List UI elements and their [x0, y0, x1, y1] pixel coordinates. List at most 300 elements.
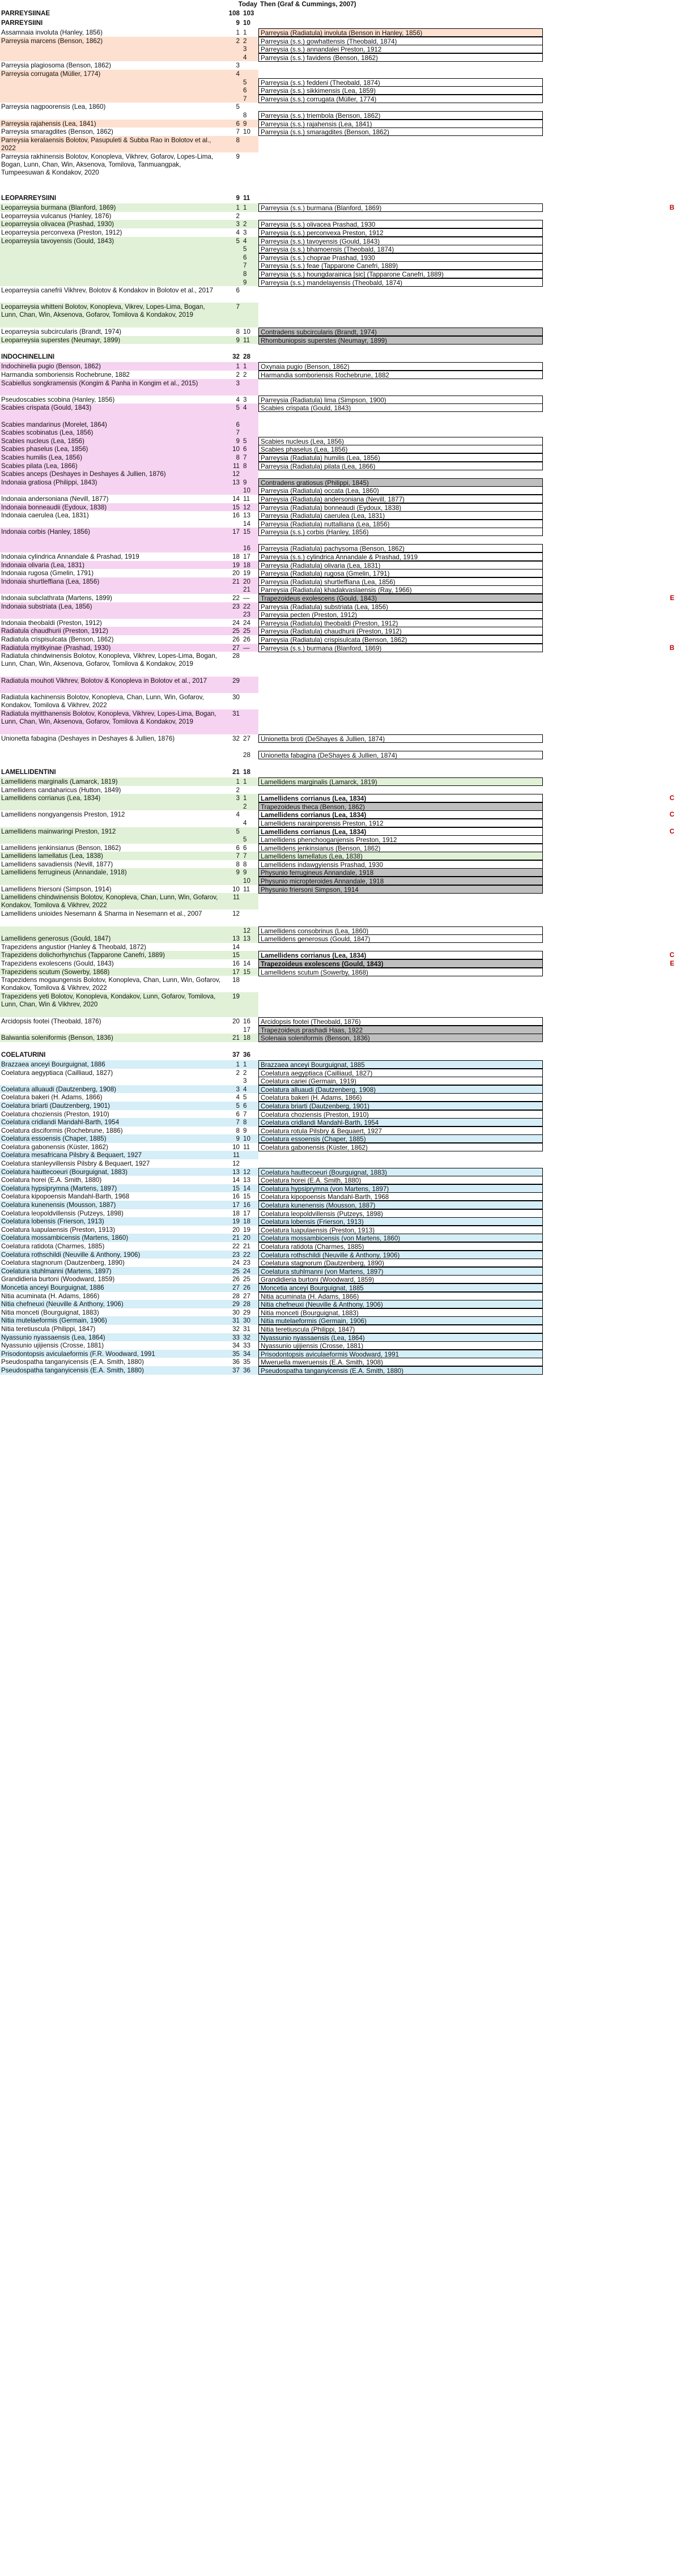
number-today: 24 — [222, 619, 241, 627]
table-row — [0, 520, 680, 528]
table-row — [0, 120, 680, 128]
species-name-today: Coelatura hauttecoeuri (Bourguignat, 1883) — [0, 1168, 222, 1176]
number-then: 24 — [241, 1267, 258, 1276]
number-then: 1 — [241, 794, 258, 802]
species-name-today — [0, 819, 222, 827]
species-name-today: Brazzaea anceyi Bourguignat, 1886 — [0, 1060, 222, 1069]
species-name-today: Leoparreysia superstes (Neumayr, 1899) — [0, 336, 222, 345]
number-then: 22 — [241, 602, 258, 611]
table-row — [0, 868, 680, 877]
species-name-today — [0, 802, 222, 811]
table-row — [0, 362, 680, 371]
table-row — [0, 1201, 680, 1209]
number-today: 2 — [222, 786, 241, 794]
species-name-then: Parreysia (Radiatula) pilata (Lea, 1866) — [258, 462, 543, 470]
number-today: 8 — [222, 136, 241, 152]
number-then: 14 — [241, 959, 258, 968]
species-name-today: Coelatura stagnorum (Dautzenberg, 1890) — [0, 1259, 222, 1267]
number-today: 5 — [222, 827, 241, 836]
species-name-then: Parreysia (s.s.) houngdarainica [sic] (Tapparone Canefri, 1889) — [258, 270, 543, 278]
number-today — [222, 253, 241, 262]
species-name-today: Parreysia rajahensis (Lea, 1841) — [0, 120, 222, 128]
species-name-today: Indonaia olivaria (Lea, 1831) — [0, 561, 222, 569]
species-name-then: Lamellidens corrianus (Lea, 1834) — [258, 827, 543, 836]
species-name-today: Coelatura gabonensis (Küster, 1862) — [0, 1143, 222, 1151]
note-flag: B — [669, 204, 674, 212]
table-row — [0, 1085, 680, 1094]
number-today: 5 — [222, 237, 241, 245]
number-today: 3 — [222, 220, 241, 228]
number-today: 6 — [222, 120, 241, 128]
species-name-today: Indonaia theobaldi (Preston, 1912) — [0, 619, 222, 627]
number-today — [222, 802, 241, 811]
section-header-row — [0, 19, 680, 28]
number-then: 21 — [241, 1242, 258, 1251]
species-name-then: Lamellidens indawgyiensis Prashad, 1930 — [258, 860, 543, 869]
species-name-then: Parreysia (Radiatula) khadakvaslaensis (Ray, 1966) — [258, 585, 543, 594]
species-name-today: Nyassunio ujijiensis (Crosse, 1881) — [0, 1341, 222, 1350]
number-today — [222, 45, 241, 53]
table-row — [0, 437, 680, 445]
number-then — [241, 103, 258, 111]
species-name-today: Indochinella pugio (Benson, 1862) — [0, 362, 222, 371]
species-name-today — [0, 78, 222, 87]
table-row — [0, 860, 680, 869]
species-name-today: Trapezidens scutum (Sowerby, 1868) — [0, 968, 222, 976]
number-today: 19 — [222, 1217, 241, 1226]
number-today — [222, 78, 241, 87]
table-row — [0, 1134, 680, 1143]
number-then: 7 — [241, 1110, 258, 1119]
species-name-then: Coelatura horei (E.A. Smith, 1880) — [258, 1176, 543, 1184]
species-name-today: Coelatura leopoldvillensis (Putzeys, 1898) — [0, 1209, 222, 1218]
table-row — [0, 569, 680, 577]
number-then: 7 — [241, 95, 258, 103]
table-row — [0, 1143, 680, 1151]
number-then — [241, 212, 258, 220]
table-row — [0, 577, 680, 586]
number-today: 22 — [222, 594, 241, 602]
section-count-today: 9 — [236, 19, 240, 27]
section-header-row — [0, 1051, 680, 1060]
number-today: 20 — [222, 569, 241, 577]
species-name-today: Pseudospatha tanganyicensis (E.A. Smith, 1880) — [0, 1358, 222, 1366]
species-name-today: Nitia acuminata (H. Adams, 1866) — [0, 1292, 222, 1300]
table-row — [0, 278, 680, 287]
number-today: 1 — [222, 28, 241, 37]
number-today: 34 — [222, 1341, 241, 1350]
table-row — [0, 1102, 680, 1110]
number-then: 1 — [241, 1060, 258, 1069]
table-row — [0, 428, 680, 437]
species-name-today: Indonaia andersoniana (Nevill, 1877) — [0, 495, 222, 503]
table-row — [0, 619, 680, 627]
number-today: 1 — [222, 203, 241, 212]
number-today: 3 — [222, 61, 241, 70]
number-then: 26 — [241, 1283, 258, 1292]
number-then — [241, 677, 258, 693]
table-row — [0, 909, 680, 926]
number-then: 20 — [241, 577, 258, 586]
number-then: 11 — [241, 885, 258, 894]
number-then: 11 — [241, 495, 258, 503]
number-then — [241, 992, 258, 1017]
table-row — [0, 968, 680, 976]
number-then: 17 — [241, 552, 258, 561]
species-name-today: Coelatura alluaudi (Dautzenberg, 1908) — [0, 1085, 222, 1094]
species-name-today: Parreysia nagpoorensis (Lea, 1860) — [0, 103, 222, 111]
species-name-today: Radiatula chindwinensis Bolotov, Konopleva, Vikhrev, Lopes-Lima, Bogan, Lunn, Chan, Win, Aksenova, Gofarov, Tomilova & Kondakov, 2019 — [0, 652, 222, 677]
number-today: 18 — [222, 552, 241, 561]
number-today: 7 — [222, 852, 241, 860]
number-then: 4 — [241, 403, 258, 420]
species-name-today: Parreysia rakhinensis Bolotov, Konopleva, Vikhrev, Gofarov, Lopes-Lima, Bogan, Lunn, Chan, Win, Aksenova, Tomilova, Tanmuangpak, Tumpeesuwan & Kondakov, 2020 — [0, 152, 222, 185]
section-count-today: 21 — [232, 768, 240, 776]
column-header-then: Then (Graf & Cummings, 2007) — [260, 1, 356, 8]
number-then — [241, 152, 258, 185]
number-then — [241, 827, 258, 836]
species-name-today — [0, 1077, 222, 1085]
table-row — [0, 877, 680, 885]
table-row — [0, 1151, 680, 1159]
number-today: 5 — [222, 403, 241, 420]
number-then: 8 — [241, 111, 258, 120]
number-then: 4 — [241, 1085, 258, 1094]
number-today: 10 — [222, 885, 241, 894]
species-name-then: Solenaia soleniformis (Benson, 1836) — [258, 1034, 543, 1042]
number-today: 5 — [222, 1102, 241, 1110]
species-name-today: Lamellidens marginalis (Lamarck, 1819) — [0, 777, 222, 786]
number-today: 13 — [222, 934, 241, 943]
section-name: PARREYSIINI — [1, 19, 43, 27]
number-then: 6 — [241, 86, 258, 95]
table-row — [0, 885, 680, 894]
number-then: 35 — [241, 1358, 258, 1366]
number-then: 17 — [241, 1026, 258, 1034]
species-name-then: Nyassunio nyassaensis (Lea, 1864) — [258, 1333, 543, 1342]
species-name-today: Coelatura lobensis (Frierson, 1913) — [0, 1217, 222, 1226]
species-name-then: Coelatura essoensis (Chaper, 1885) — [258, 1134, 543, 1143]
species-name-today — [0, 111, 222, 120]
table-row — [0, 552, 680, 561]
number-today: 33 — [222, 1333, 241, 1342]
number-today — [222, 486, 241, 495]
species-name-today: Grandidieria burtoni (Woodward, 1859) — [0, 1275, 222, 1283]
species-name-then: Scabies phaselus (Lea, 1856) — [258, 445, 543, 453]
number-then: 3 — [241, 45, 258, 53]
number-then: 9 — [241, 868, 258, 877]
species-name-today: Balwantia soleniformis (Benson, 1836) — [0, 1034, 222, 1042]
species-name-today: Coelatura choziensis (Preston, 1910) — [0, 1110, 222, 1119]
number-today — [222, 835, 241, 844]
table-row — [0, 544, 680, 552]
species-name-today: Nitia monceti (Bourguignat, 1883) — [0, 1308, 222, 1317]
number-then — [241, 943, 258, 951]
species-name-today: Trapezidens yeti Bolotov, Konopleva, Kondakov, Lunn, Gofarov, Tomilova, Lunn, Chan, Win & Vikhrev, 2020 — [0, 992, 222, 1017]
table-row — [0, 1184, 680, 1193]
species-name-today — [0, 520, 222, 528]
number-then — [241, 136, 258, 152]
number-then: 9 — [241, 120, 258, 128]
number-then — [241, 810, 258, 819]
section-header-row — [0, 194, 680, 203]
section-spacer — [0, 185, 680, 194]
number-then: 25 — [241, 627, 258, 635]
table-row — [0, 1127, 680, 1135]
section-count-today: 37 — [232, 1051, 240, 1059]
number-today: 1 — [222, 362, 241, 371]
number-then: 1 — [241, 203, 258, 212]
species-name-then: Parreysia (Radiatula) substriata (Lea, 1856) — [258, 602, 543, 611]
number-today: 23 — [222, 602, 241, 611]
species-name-today — [0, 544, 222, 552]
number-then: 28 — [241, 1300, 258, 1308]
table-row — [0, 228, 680, 237]
species-name-today: Coelatura stanleyvillensis Pilsbry & Bequaert, 1927 — [0, 1159, 222, 1168]
species-name-today: Coelatura briarti (Dautzenberg, 1901) — [0, 1102, 222, 1110]
species-name-then: Nitia mutelaeformis (Germain, 1906) — [258, 1316, 543, 1325]
table-row — [0, 1316, 680, 1325]
number-then — [241, 951, 258, 959]
species-name-today: Leoparreysia whitteni Bolotov, Konopleva, Vikrev, Lopes-Lima, Bogan, Lunn, Chan, Win, Aksenova, Gofarov, Tomilova & Kondakov, 2019 — [0, 303, 222, 328]
number-then: 17 — [241, 1209, 258, 1218]
species-name-then: Scabies nucleus (Lea, 1856) — [258, 437, 543, 445]
number-then: 10 — [241, 328, 258, 336]
number-today: 7 — [222, 1118, 241, 1127]
species-name-today: Nitia mutelaeformis (Germain, 1906) — [0, 1316, 222, 1325]
species-name-then: Lamellidens jenkinsianus (Benson, 1862) — [258, 844, 543, 852]
species-name-then: Coelatura cridlandi Mandahl-Barth, 1954 — [258, 1118, 543, 1127]
table-row — [0, 220, 680, 228]
number-then: 6 — [241, 1102, 258, 1110]
table-row — [0, 1209, 680, 1218]
table-row — [0, 1275, 680, 1283]
species-name-today — [0, 245, 222, 253]
species-name-today: Coelatura cridlandi Mandahl-Barth, 1954 — [0, 1118, 222, 1127]
species-name-today: Leoparreysia vulcanus (Hanley, 1876) — [0, 212, 222, 220]
number-today: 32 — [222, 734, 241, 751]
species-name-today: Trapezidens mogaungensis Bolotov, Konopleva, Chan, Lunn, Win, Gofarov, Kondakov, Tomilova & Vikhrev, 2022 — [0, 976, 222, 992]
species-name-today: Coelatura mesafricana Pilsbry & Bequaert, 1927 — [0, 1151, 222, 1159]
note-flag: C — [669, 794, 674, 802]
number-today: 21 — [222, 577, 241, 586]
number-then: 2 — [241, 371, 258, 379]
number-then: 26 — [241, 635, 258, 644]
number-then: 3 — [241, 1077, 258, 1085]
table-row — [0, 1358, 680, 1366]
number-then — [241, 652, 258, 677]
table-row — [0, 462, 680, 470]
number-today: 20 — [222, 1017, 241, 1026]
number-then: 31 — [241, 1325, 258, 1333]
number-then: 15 — [241, 1192, 258, 1201]
species-name-then: Lamellidens corrianus (Lea, 1834) — [258, 794, 543, 802]
table-row — [0, 1077, 680, 1085]
species-name-today — [0, 261, 222, 270]
number-then: 16 — [241, 544, 258, 552]
number-today — [222, 261, 241, 270]
table-row — [0, 478, 680, 487]
number-today — [222, 926, 241, 935]
table-row — [0, 926, 680, 935]
species-name-today: Scabies mandarinus (Morelet, 1864) — [0, 420, 222, 429]
number-today: 11 — [222, 462, 241, 470]
table-row — [0, 1226, 680, 1234]
section-count-then: 28 — [243, 353, 250, 361]
number-today: 26 — [222, 1275, 241, 1283]
number-today: 29 — [222, 677, 241, 693]
table-row — [0, 245, 680, 253]
number-today: 7 — [222, 303, 241, 328]
species-name-today — [0, 1026, 222, 1034]
species-name-today: Nyassunio nyassaensis (Lea, 1864) — [0, 1333, 222, 1342]
table-row — [0, 1168, 680, 1176]
table-row — [0, 751, 680, 759]
number-then: 1 — [241, 362, 258, 371]
table-row — [0, 610, 680, 619]
table-row — [0, 28, 680, 37]
species-name-today: Indonaia rugosa (Gmelin, 1791) — [0, 569, 222, 577]
species-name-today: Indonaia caerulea (Lea, 1831) — [0, 511, 222, 520]
species-name-today: Pseudoscabies scobina (Hanley, 1856) — [0, 396, 222, 404]
species-name-today: Radiatula kachinensis Bolotov, Konopleva, Chan, Lunn, Win, Gofarov, Kondakov, Tomilova & Vikhrev, 2022 — [0, 693, 222, 709]
species-name-today: Trapezidens dolichorhynchus (Tapparone Canefri, 1889) — [0, 951, 222, 959]
number-then: 4 — [241, 53, 258, 62]
number-today: 10 — [222, 1143, 241, 1151]
number-then: 34 — [241, 1350, 258, 1358]
table-row — [0, 1259, 680, 1267]
table-row — [0, 286, 680, 303]
species-name-today: Scabies humilis (Lea, 1856) — [0, 453, 222, 462]
number-today: 36 — [222, 1358, 241, 1366]
species-name-today — [0, 877, 222, 885]
number-today: 20 — [222, 1226, 241, 1234]
number-then: 5 — [241, 245, 258, 253]
note-flag: E — [670, 960, 674, 967]
table-row — [0, 212, 680, 220]
number-then: 13 — [241, 934, 258, 943]
number-then — [241, 1159, 258, 1168]
number-then: 21 — [241, 585, 258, 594]
number-today: 11 — [222, 1151, 241, 1159]
number-then: 2 — [241, 37, 258, 45]
species-name-today: Leoparreysia olivacea (Prashad, 1930) — [0, 220, 222, 228]
number-then: 10 — [241, 486, 258, 495]
species-name-today: Nitia teretiuscula (Philippi, 1847) — [0, 1325, 222, 1333]
number-today — [222, 1026, 241, 1034]
note-flag: C — [669, 951, 674, 959]
section-name: PARREYSIINAE — [1, 10, 50, 17]
species-name-then: Parreysia (s.s.) feae (Tapparone Canefri, 1889) — [258, 261, 543, 270]
species-name-then: Parreysia (s.s.) corbis (Hanley, 1856) — [258, 528, 543, 536]
table-row — [0, 95, 680, 103]
number-then: 7 — [241, 852, 258, 860]
number-then: 8 — [241, 860, 258, 869]
species-name-then: Mweruella mweruensis (E.A. Smith, 1908) — [258, 1358, 543, 1366]
number-today: 18 — [222, 1209, 241, 1218]
table-row — [0, 1341, 680, 1350]
species-name-today: Indonaia corbis (Hanley, 1856) — [0, 528, 222, 544]
species-name-today: Radiatula mouhoti Vikhrev, Bolotov & Konopleva in Bolotov et al., 2017 — [0, 677, 222, 693]
species-name-then: Parreysia (Radiatula) caerulea (Lea, 1831) — [258, 511, 543, 520]
number-then: 18 — [241, 1217, 258, 1226]
number-today — [222, 245, 241, 253]
table-row — [0, 420, 680, 429]
table-row — [0, 844, 680, 852]
species-name-today: Radiatula crispisulcata (Benson, 1862) — [0, 635, 222, 644]
number-then: 5 — [241, 78, 258, 87]
species-name-today: Lamellidens chindwinensis Bolotov, Konopleva, Chan, Lunn, Win, Gofarov, Kondakov, Tomilova & Vikhrev, 2022 — [0, 893, 222, 909]
species-name-today — [0, 610, 222, 619]
number-today: 8 — [222, 1127, 241, 1135]
number-then: 8 — [241, 1118, 258, 1127]
number-today: 8 — [222, 453, 241, 462]
number-then: 1 — [241, 28, 258, 37]
number-today: 16 — [222, 959, 241, 968]
species-name-then: Parreysia (Radiatula) pachysoma (Benson, 1862) — [258, 544, 543, 552]
number-then: 33 — [241, 1341, 258, 1350]
number-today: 6 — [222, 844, 241, 852]
species-name-then: Arcidopsis footei (Theobald, 1876) — [258, 1017, 543, 1026]
species-name-today: Indonaia shurtleffiana (Lea, 1856) — [0, 577, 222, 586]
number-today: 12 — [222, 470, 241, 478]
species-name-today: Lamellidens friersoni (Simpson, 1914) — [0, 885, 222, 894]
number-then: 6 — [241, 253, 258, 262]
table-row — [0, 959, 680, 968]
table-row — [0, 111, 680, 120]
number-today: 27 — [222, 1283, 241, 1292]
number-then: 2 — [241, 220, 258, 228]
species-name-today — [0, 253, 222, 262]
species-name-today: Parreysia marcens (Benson, 1862) — [0, 37, 222, 45]
number-today: 2 — [222, 371, 241, 379]
species-name-today: Lamellidens nongyangensis Preston, 1912 — [0, 810, 222, 819]
species-name-today: Coelatura luapulaensis (Preston, 1913) — [0, 1226, 222, 1234]
table-row — [0, 203, 680, 212]
table-row — [0, 86, 680, 95]
table-row — [0, 336, 680, 345]
number-today: 18 — [222, 976, 241, 992]
number-then: 22 — [241, 1251, 258, 1259]
number-then — [241, 976, 258, 992]
species-name-today: Lamellidens savadiensis (Nevill, 1877) — [0, 860, 222, 869]
number-then: 2 — [241, 1069, 258, 1077]
number-today: 2 — [222, 37, 241, 45]
number-then: — — [241, 594, 258, 602]
table-row — [0, 37, 680, 45]
species-name-then: Parreysia (s.s.) cylindrica Annandale & Prashad, 1919 — [258, 552, 543, 561]
species-name-then: Rhombuniopsis superstes (Neumayr, 1899) — [258, 336, 543, 345]
species-name-today — [0, 270, 222, 278]
number-then: 12 — [241, 926, 258, 935]
species-name-then: Parreysia (s.s.) bhamoensis (Theobald, 1874) — [258, 245, 543, 253]
species-name-then: Nyassunio ujijiensis (Crosse, 1881) — [258, 1341, 543, 1350]
species-name-then: Coelatura lobensis (Frierson, 1913) — [258, 1217, 543, 1226]
species-name-today — [0, 95, 222, 103]
number-today: 4 — [222, 810, 241, 819]
species-name-then: Harmandia somboriensis Rochebrune, 1882 — [258, 371, 543, 379]
number-then — [241, 709, 258, 734]
table-row — [0, 1026, 680, 1034]
species-name-then: Coelatura ratidota (Charmes, 1885) — [258, 1242, 543, 1251]
species-name-today: Nitia chefneuxi (Neuville & Anthony, 1906) — [0, 1300, 222, 1308]
number-today: 9 — [222, 437, 241, 445]
number-today: 9 — [222, 868, 241, 877]
table-row — [0, 1350, 680, 1358]
species-name-today: Coelatura kunenensis (Mousson, 1887) — [0, 1201, 222, 1209]
species-name-then: Lamellidens lamellatus (Lea, 1838) — [258, 852, 543, 860]
number-today — [222, 585, 241, 594]
